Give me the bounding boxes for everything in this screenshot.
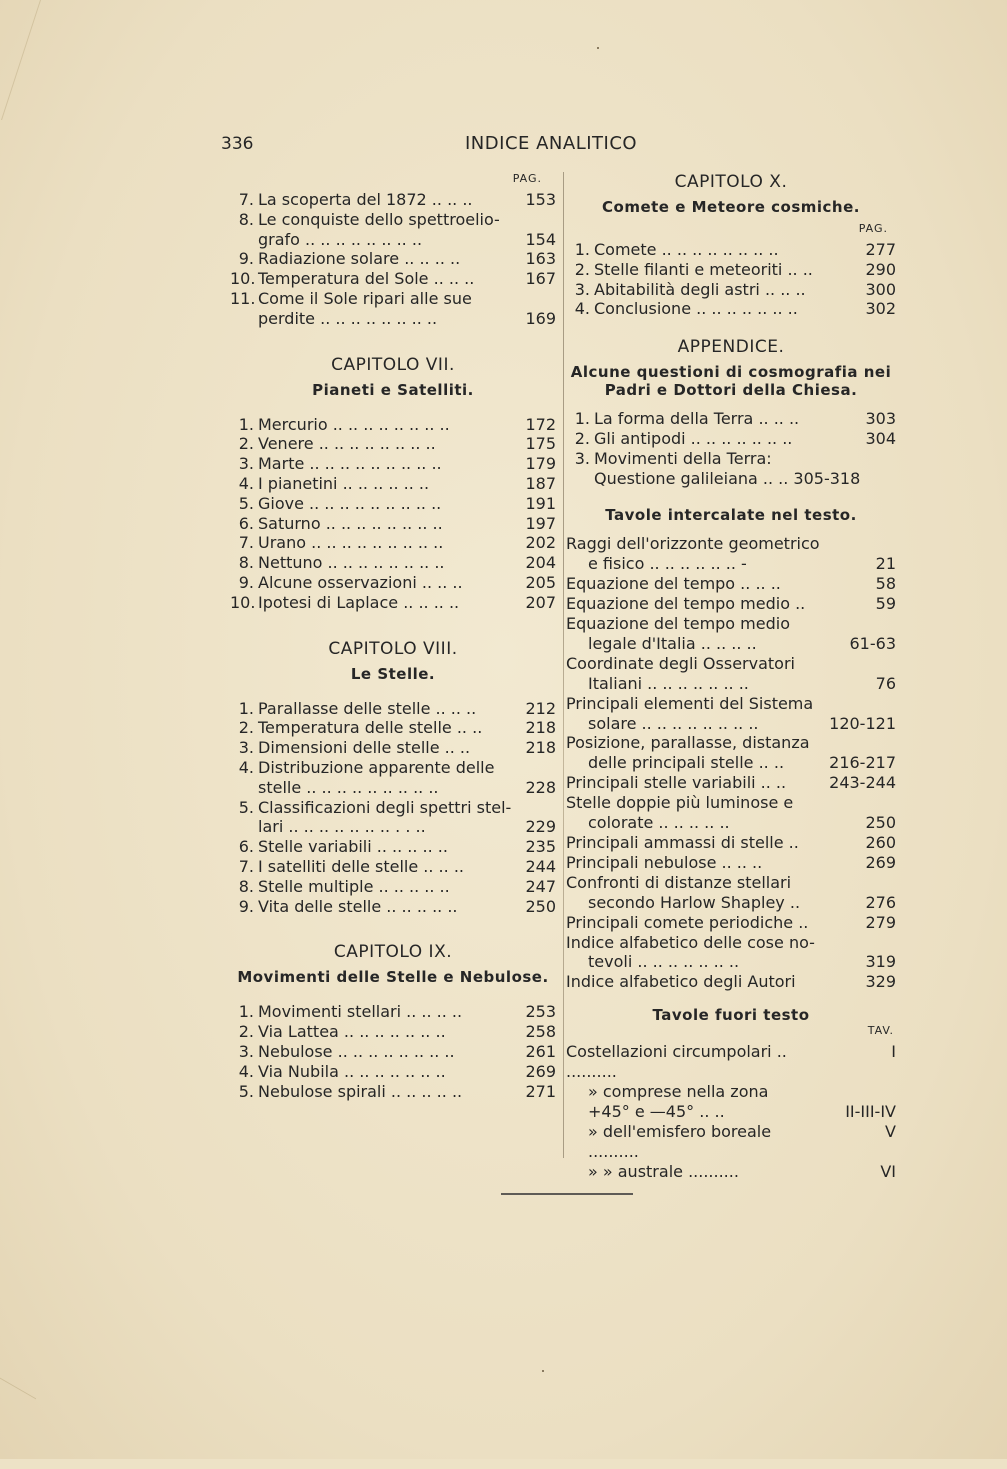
entry-number: 9. (238, 896, 254, 916)
entry-page (826, 793, 896, 813)
entry-page: 153 (525, 190, 556, 209)
entry-title: Equazione del tempo .. .. .. (566, 574, 781, 594)
toc-entry (230, 1082, 556, 1102)
toc-entry (230, 778, 556, 798)
entry-page: 76 (875, 673, 896, 693)
toc-entry (230, 249, 556, 269)
entry-page: 229 (525, 817, 556, 837)
toc-entry (230, 718, 556, 738)
toc-entry (230, 553, 556, 573)
entry-number: 2. (238, 718, 254, 738)
entry-title: Marte .. .. .. .. .. .. .. .. .. (258, 454, 442, 474)
entry-number: 6. (238, 513, 254, 533)
entry-title: Questione galileiana .. .. 305-318 (594, 468, 861, 488)
entry-number: 2. (238, 434, 254, 454)
entry-title: secondo Harlow Shapley .. (588, 892, 801, 912)
toc-entry (230, 494, 556, 514)
entry-page: 218 (525, 718, 556, 738)
entry-page (826, 873, 896, 893)
entry-title: Radiazione solare .. .. .. .. (258, 249, 461, 269)
entry-page: 271 (525, 1081, 556, 1101)
toc-entry (566, 893, 896, 913)
entry-title: Temperatura delle stelle .. .. (258, 718, 483, 738)
entry-title: perdite .. .. .. .. .. .. .. .. (258, 308, 438, 328)
entry-title: » dell'emisfero boreale .......... (588, 1121, 772, 1161)
entry-title: Urano .. .. .. .. .. .. .. .. .. (258, 533, 444, 553)
toc-entry (230, 758, 556, 778)
entry-page: 258 (525, 1022, 556, 1042)
entry-title: Classificazioni degli spettri stel- (258, 797, 512, 817)
entry-title: Parallasse delle stelle .. .. .. (258, 698, 477, 718)
entry-page: 253 (525, 1002, 556, 1022)
entry-title: Conclusione .. .. .. .. .. .. .. (594, 299, 798, 319)
pag-label: PAG. (512, 172, 542, 185)
toc-entry (566, 873, 896, 893)
entry-number: 8. (238, 876, 254, 896)
toc-entry (566, 634, 896, 654)
toc-entry (566, 853, 896, 873)
entry-page: 61-63 (849, 633, 896, 653)
appendice-subtitle-2: Padri e Dottori della Chiesa. (604, 381, 858, 400)
entry-page: 319 (865, 952, 896, 972)
entry-page: 269 (525, 1061, 556, 1081)
entry-page (522, 758, 556, 778)
toc-entry (566, 299, 896, 319)
toc-entry (230, 415, 556, 435)
toc-entry (566, 972, 896, 992)
chapter-subtitle: Le Stelle. (350, 664, 436, 683)
toc-entry (230, 533, 556, 553)
entry-page: 205 (525, 572, 556, 592)
entry-page: 58 (875, 574, 896, 594)
toc-entry (230, 699, 556, 719)
toc-entry (566, 813, 896, 833)
entry-page: 277 (865, 240, 896, 259)
entry-title: Via Lattea .. .. .. .. .. .. .. (258, 1022, 446, 1042)
entry-page (826, 1082, 896, 1102)
entry-page: 250 (525, 896, 556, 916)
toc-entry (230, 1022, 556, 1042)
toc-entry (230, 798, 556, 818)
right-column (566, 172, 896, 1182)
toc-entry (566, 694, 896, 714)
toc-entry (566, 1122, 896, 1162)
toc-entry (230, 230, 556, 250)
entry-title: Italiani .. .. .. .. .. .. .. (588, 673, 749, 693)
toc-entry (230, 210, 556, 230)
toc-entry (230, 593, 556, 613)
entry-number: 1. (574, 409, 590, 429)
entry-page (826, 614, 896, 634)
toc-entry (566, 1162, 896, 1182)
entry-title: Stelle filanti e meteoriti .. .. (594, 259, 813, 279)
toc-entry (230, 434, 556, 454)
entry-page: 260 (865, 832, 896, 852)
entry-number: 8. (238, 209, 254, 229)
toc-entry (566, 429, 896, 449)
entry-page: 187 (525, 473, 556, 493)
entry-title: Temperatura del Sole .. .. .. (258, 269, 475, 289)
entry-page (522, 798, 556, 818)
entry-page: 197 (525, 513, 556, 533)
entry-page: 175 (525, 434, 556, 454)
entry-title: Nebulose .. .. .. .. .. .. .. .. (258, 1041, 455, 1061)
entry-title: Stelle variabili .. .. .. .. .. (258, 837, 448, 857)
entry-page: 269 (865, 852, 896, 872)
toc-entry (566, 733, 896, 753)
tavole-fuori-title: Tavole fuori testo (652, 1006, 810, 1025)
tavole-intercalate-entries (566, 534, 896, 992)
toc-entry (230, 1062, 556, 1082)
toc-entry (566, 933, 896, 953)
toc-entry (230, 877, 556, 897)
entry-page (522, 210, 556, 230)
entry-page: I (891, 1042, 896, 1062)
entry-title: Ipotesi di Laplace .. .. .. .. (258, 592, 460, 612)
entry-page: 154 (525, 229, 556, 249)
toc-entry (566, 913, 896, 933)
entry-title: Abitabilità degli astri .. .. .. (594, 279, 806, 299)
entry-title: solare .. .. .. .. .. .. .. .. (588, 713, 759, 733)
toc-entry (566, 280, 896, 300)
entry-page: 179 (525, 454, 556, 474)
toc-entry (566, 614, 896, 634)
entry-number: 5. (238, 797, 254, 817)
chapter-subtitle: Pianeti e Satelliti. (312, 380, 474, 399)
toc-entry (566, 574, 896, 594)
chapter-x-title: CAPITOLO X. (674, 172, 788, 192)
entry-title: Principali stelle variabili .. .. (566, 773, 787, 793)
chapter-x-entries (566, 240, 896, 319)
toc-entry (230, 474, 556, 494)
entry-title: La scoperta del 1872 .. .. .. (258, 190, 473, 209)
entry-page: 21 (875, 554, 896, 574)
entry-number: 3. (238, 1041, 254, 1061)
paper-speck (542, 1370, 544, 1372)
entry-title: Indice alfabetico delle cose no- (566, 932, 815, 952)
entry-number: 10. (230, 269, 256, 289)
chapter-entries (230, 415, 556, 613)
toc-entry (566, 534, 896, 554)
entry-page: 290 (865, 259, 896, 279)
entry-number: 4. (574, 299, 590, 319)
entry-page (862, 469, 896, 489)
entry-page: 247 (525, 876, 556, 896)
entry-page: 243-244 (829, 773, 896, 793)
toc-entry (566, 409, 896, 429)
entry-title: Stelle multiple .. .. .. .. .. (258, 876, 450, 896)
chapter-entries (230, 699, 556, 917)
toc-entry (566, 449, 896, 469)
entry-page: 250 (865, 813, 896, 833)
page-number: 336 (221, 134, 254, 154)
entry-title: Le conquiste dello spettroelio- (258, 209, 500, 229)
entry-title: Posizione, parallasse, distanza (566, 733, 810, 753)
entry-number: 6. (238, 837, 254, 857)
entry-number: 3. (238, 738, 254, 758)
entry-page: 276 (865, 892, 896, 912)
chapter-title: CAPITOLO VIII. (328, 638, 458, 659)
entry-title: Movimenti della Terra: (594, 448, 772, 468)
toc-entry (566, 469, 896, 489)
entry-page: 169 (525, 308, 556, 328)
entry-title: » comprese nella zona (588, 1082, 769, 1102)
entry-number: 9. (238, 572, 254, 592)
entry-page: 279 (865, 912, 896, 932)
entry-title: Comete .. .. .. .. .. .. .. .. (594, 240, 779, 259)
toc-entry (230, 514, 556, 534)
entry-page: 204 (525, 553, 556, 573)
entry-number: 3. (238, 454, 254, 474)
entry-number: 8. (238, 553, 254, 573)
entry-number: 5. (238, 1081, 254, 1101)
entry-page: 207 (525, 592, 556, 612)
entry-title: grafo .. .. .. .. .. .. .. .. (258, 229, 423, 249)
entry-page: 261 (525, 1041, 556, 1061)
entry-page (826, 933, 896, 953)
toc-entry (230, 309, 556, 329)
entry-number: 3. (574, 279, 590, 299)
left-chapters (230, 355, 556, 1102)
entry-number: 4. (238, 473, 254, 493)
entry-page: VI (880, 1161, 896, 1181)
entry-title: Raggi dell'orizzonte geometrico (566, 534, 820, 554)
toc-entry (566, 773, 896, 793)
entry-number: 11. (230, 288, 256, 308)
entry-page: 304 (865, 428, 896, 448)
entry-number: 7. (238, 190, 254, 209)
entry-title: Dimensioni delle stelle .. .. (258, 738, 471, 758)
entry-title: Principali elementi del Sistema (566, 693, 814, 713)
entry-number: 10. (230, 592, 256, 612)
toc-entry (566, 793, 896, 813)
toc-entry (566, 554, 896, 574)
entry-title: » » australe .......... (588, 1161, 739, 1181)
entry-page: 120-121 (829, 713, 896, 733)
toc-entry (230, 837, 556, 857)
entry-title: Coordinate degli Osservatori (566, 653, 795, 673)
entry-title: Movimenti stellari .. .. .. .. (258, 1002, 463, 1022)
tav-label: TAV. (867, 1024, 894, 1038)
entry-title: Come il Sole ripari alle sue (258, 288, 472, 308)
entry-title: Saturno .. .. .. .. .. .. .. .. (258, 513, 443, 533)
entry-page: 216-217 (829, 753, 896, 773)
entry-title: Giove .. .. .. .. .. .. .. .. .. (258, 493, 442, 513)
toc-entry (566, 1042, 896, 1082)
toc-entry (230, 1002, 556, 1022)
entry-title: colorate .. .. .. .. .. (588, 813, 730, 833)
toc-entry (566, 654, 896, 674)
chapter-title: CAPITOLO VII. (331, 354, 455, 375)
entry-number: 4. (238, 757, 254, 777)
entry-title: +45° e —45° .. .. (588, 1101, 725, 1121)
toc-entry (566, 594, 896, 614)
entry-page: 218 (525, 738, 556, 758)
toc-entry (230, 454, 556, 474)
entry-title: Nebulose spirali .. .. .. .. .. (258, 1081, 463, 1101)
entry-title: Confronti di distanze stellari (566, 872, 792, 892)
page-fold-mark (0, 0, 41, 120)
toc-entry (230, 738, 556, 758)
toc-entry (230, 269, 556, 289)
chapter-x-subtitle: Comete e Meteore cosmiche. (602, 198, 860, 216)
entry-title: Distribuzione apparente delle (258, 757, 495, 777)
left-column (230, 172, 556, 1101)
entry-page: 244 (525, 856, 556, 876)
entry-page: 191 (525, 493, 556, 513)
entry-page: 303 (865, 409, 896, 429)
toc-entry (566, 1102, 896, 1122)
tavole-intercalate-title: Tavole intercalate nel testo. (605, 506, 857, 525)
entry-page: 172 (525, 414, 556, 434)
column-divider (563, 172, 564, 1158)
toc-entry (230, 190, 556, 210)
appendice-title: APPENDICE. (677, 337, 785, 358)
entry-title: legale d'Italia .. .. .. .. (588, 633, 757, 653)
toc-entry (230, 1042, 556, 1062)
toc-entry (566, 714, 896, 734)
entry-title: Venere .. .. .. .. .. .. .. .. (258, 434, 436, 454)
entry-page: 300 (865, 279, 896, 299)
entry-page: 302 (865, 299, 896, 319)
entry-title: Vita delle stelle .. .. .. .. .. (258, 896, 458, 916)
toc-entry (566, 240, 896, 260)
entry-title: I satelliti delle stelle .. .. .. (258, 856, 464, 876)
entry-title: Stelle doppie più luminose e (566, 793, 794, 813)
entry-title: Alcune osservazioni .. .. .. (258, 572, 463, 592)
tavole-fuori-entries (566, 1042, 896, 1181)
entry-title: Costellazioni circumpolari .. .......... (566, 1042, 787, 1082)
chapter-x-pag-label: PAG. (858, 222, 888, 235)
entry-title: e fisico .. .. .. .. .. .. - (588, 554, 747, 574)
toc-entry (566, 753, 896, 773)
toc-entry (230, 897, 556, 917)
entry-page: V (885, 1121, 896, 1141)
chapter-subtitle: Movimenti delle Stelle e Nebulose. (237, 968, 549, 987)
toc-entry (230, 573, 556, 593)
entry-page (522, 289, 556, 309)
page-corner-mark (0, 1378, 36, 1469)
entry-page (826, 534, 896, 554)
entry-title: Equazione del tempo medio .. (566, 594, 806, 614)
entry-number: 1. (238, 414, 254, 434)
toc-entry (230, 817, 556, 837)
entry-number: 7. (238, 856, 254, 876)
entry-title: Mercurio .. .. .. .. .. .. .. .. (258, 414, 450, 434)
toc-entry (566, 674, 896, 694)
toc-entry (230, 289, 556, 309)
left-top-entries (230, 190, 556, 329)
toc-entry (566, 833, 896, 853)
entry-title: Via Nubila .. .. .. .. .. .. .. (258, 1061, 446, 1081)
toc-entry (566, 952, 896, 972)
entry-page: 329 (865, 972, 896, 992)
chapter-entries (230, 1002, 556, 1101)
entry-title: tevoli .. .. .. .. .. .. .. (588, 952, 740, 972)
entry-page (826, 733, 896, 753)
running-title: INDICE ANALITICO (465, 133, 638, 154)
toc-entry (566, 260, 896, 280)
entry-number: 1. (238, 1002, 254, 1022)
entry-page: 228 (525, 777, 556, 797)
entry-title: stelle .. .. .. .. .. .. .. .. .. (258, 777, 439, 797)
entry-title: Equazione del tempo medio (566, 614, 790, 633)
entry-title: delle principali stelle .. .. (588, 753, 785, 773)
entry-page (862, 449, 896, 469)
appendice-entries (566, 409, 896, 488)
entry-page: 167 (525, 269, 556, 289)
entry-title: Gli antipodi .. .. .. .. .. .. .. (594, 428, 793, 448)
entry-number: 4. (238, 1061, 254, 1081)
entry-title: Indice alfabetico degli Autori (566, 972, 796, 992)
entry-number: 1. (574, 240, 590, 259)
entry-title: Principali comete periodiche .. (566, 912, 809, 932)
entry-page: 212 (525, 698, 556, 718)
chapter-title: CAPITOLO IX. (333, 942, 453, 963)
entry-number: 7. (238, 533, 254, 553)
entry-number: 2. (238, 1022, 254, 1042)
footer-rule (501, 1193, 633, 1195)
entry-title: Nettuno .. .. .. .. .. .. .. .. (258, 553, 445, 573)
entry-page: 235 (525, 837, 556, 857)
entry-title: La forma della Terra .. .. .. (594, 409, 800, 429)
entry-title: lari .. .. .. .. .. .. .. . . .. (258, 817, 426, 837)
entry-page: II-III-IV (845, 1101, 896, 1121)
entry-title: I pianetini .. .. .. .. .. .. (258, 473, 430, 493)
entry-number: 9. (238, 249, 254, 269)
entry-number: 5. (238, 493, 254, 513)
entry-number: 3. (574, 448, 590, 468)
entry-title: Principali ammassi di stelle .. (566, 832, 799, 852)
entry-title: Principali nebulose .. .. .. (566, 852, 763, 872)
entry-page (826, 654, 896, 674)
toc-entry (566, 1082, 896, 1102)
entry-number: 2. (574, 259, 590, 279)
entry-number: 1. (238, 698, 254, 718)
entry-page: 59 (875, 594, 896, 614)
entry-page (826, 694, 896, 714)
paper-speck (597, 47, 599, 49)
appendice-subtitle-1: Alcune questioni di cosmografia nei (570, 363, 892, 382)
entry-page: 202 (525, 533, 556, 553)
toc-entry (230, 857, 556, 877)
entry-number: 2. (574, 428, 590, 448)
entry-page: 163 (525, 249, 556, 269)
